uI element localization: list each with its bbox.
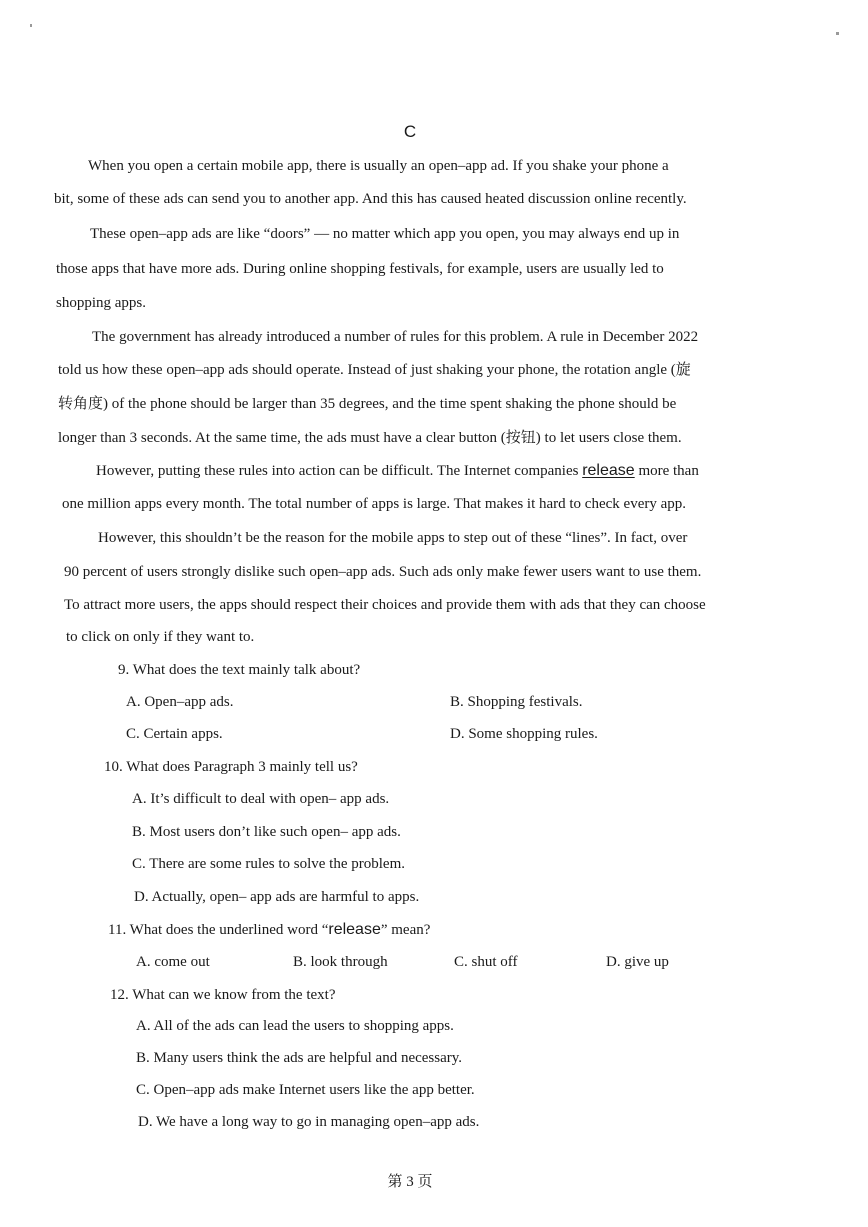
answer-option[interactable]: B. look through <box>293 954 388 970</box>
question-stem <box>108 920 430 940</box>
passage-line: The government has already introduced a number of rules for this problem. A rule in December 2022 <box>92 329 699 345</box>
passage-line: To attract more users, the apps should respect their choices and provide them with ads that they can choose <box>64 597 706 613</box>
answer-option[interactable]: C. Certain apps. <box>126 726 223 742</box>
question-text: ” mean? <box>380 922 431 938</box>
answer-option[interactable]: A. All of the ads can lead the users to shopping apps. <box>136 1018 454 1034</box>
answer-option[interactable]: D. Some shopping rules. <box>450 726 598 742</box>
page-number: 第 3 页 <box>387 1174 433 1190</box>
answer-option[interactable]: A. It’s difficult to deal with open– app ads. <box>132 791 390 807</box>
answer-option[interactable]: C. shut off <box>454 954 518 970</box>
answer-option[interactable]: C. There are some rules to solve the problem. <box>132 856 405 872</box>
underlined-word: release <box>582 462 635 479</box>
passage-line: to click on only if they want to. <box>66 629 255 645</box>
question-stem: 9. What does the text mainly talk about? <box>118 662 361 678</box>
answer-option[interactable]: B. Most users don’t like such open– app ads. <box>132 824 401 840</box>
answer-option[interactable]: B. Shopping festivals. <box>450 694 583 710</box>
answer-option[interactable]: A. Open–app ads. <box>126 694 234 710</box>
passage-line: bit, some of these ads can send you to another app. And this has caused heated discussion online recently. <box>54 191 687 207</box>
passage-line: one million apps every month. The total number of apps is large. That makes it hard to check every app. <box>62 496 687 512</box>
answer-option[interactable]: D. We have a long way to go in managing open–app ads. <box>138 1114 480 1130</box>
scan-speck <box>30 24 32 27</box>
scan-speck <box>836 32 839 35</box>
passage-line: 90 percent of users strongly dislike such open–app ads. Such ads only make fewer users want to use them. <box>64 564 702 580</box>
section-heading: C <box>403 122 417 141</box>
quoted-word: release <box>328 921 381 938</box>
answer-option[interactable]: A. come out <box>136 954 210 970</box>
answer-option[interactable]: B. Many users think the ads are helpful and necessary. <box>136 1050 463 1066</box>
answer-option[interactable]: D. Actually, open– app ads are harmful to apps. <box>134 889 420 905</box>
passage-text: However, putting these rules into action can be difficult. The Internet companies <box>96 463 583 479</box>
passage-line: shopping apps. <box>56 295 146 311</box>
passage-line: When you open a certain mobile app, there is usually an open–app ad. If you shake your phone a <box>88 158 669 174</box>
answer-option[interactable]: C. Open–app ads make Internet users like the app better. <box>136 1082 475 1098</box>
passage-line: those apps that have more ads. During online shopping festivals, for example, users are usually led to <box>56 261 664 277</box>
passage-line: told us how these open–app ads should operate. Instead of just shaking your phone, the rotation angle (旋 <box>58 362 691 378</box>
question-text: 11. What does the underlined word “ <box>108 922 329 938</box>
answer-option[interactable]: D. give up <box>606 954 669 970</box>
question-stem: 10. What does Paragraph 3 mainly tell us? <box>104 759 358 775</box>
passage-line <box>96 461 699 481</box>
passage-line: These open–app ads are like “doors” — no matter which app you open, you may always end up in <box>90 226 680 242</box>
passage-line: 转角度) of the phone should be larger than 35 degrees, and the time spent shaking the phone should be <box>58 396 677 412</box>
passage-line: However, this shouldn’t be the reason for the mobile apps to step out of these “lines”. In fact, over <box>98 530 688 546</box>
passage-text: more than <box>634 463 699 479</box>
question-stem: 12. What can we know from the text? <box>110 987 336 1003</box>
passage-line: longer than 3 seconds. At the same time, the ads must have a clear button (按钮) to let users close them. <box>58 430 682 446</box>
